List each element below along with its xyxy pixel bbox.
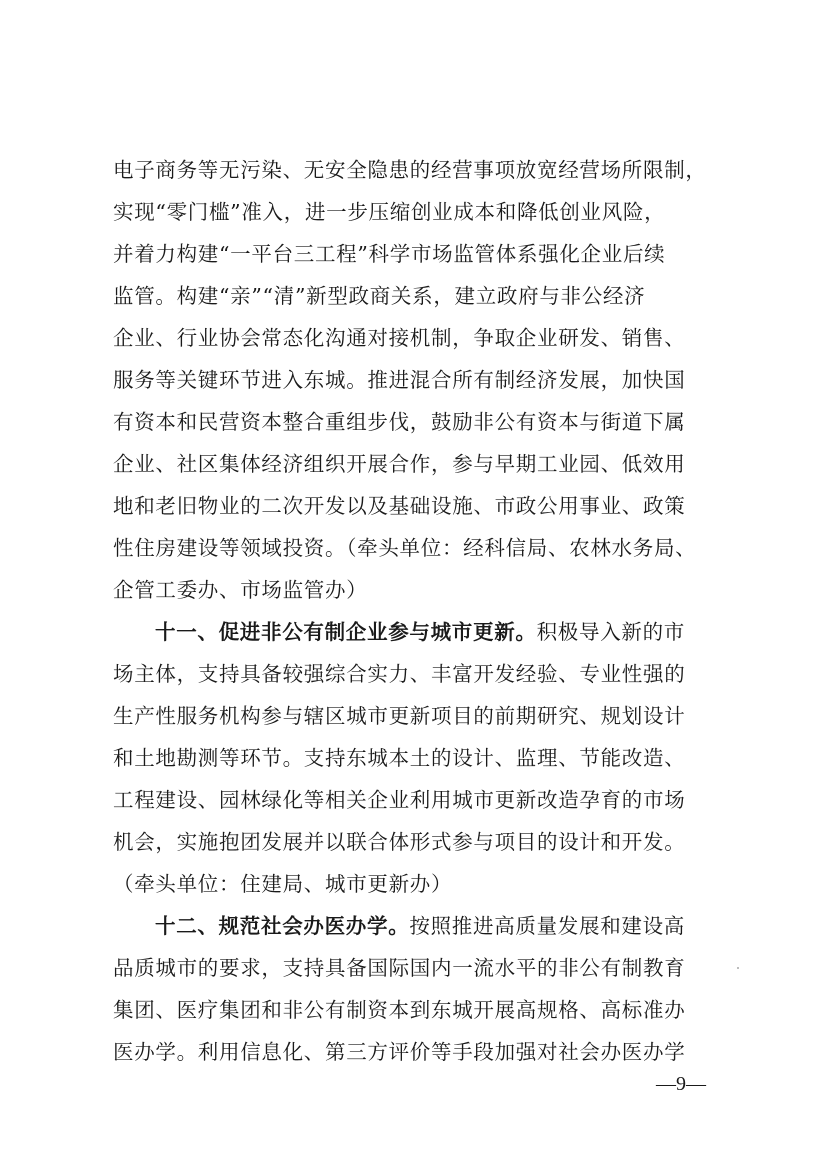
body-text-line: 场主体，支持具备较强综合实力、丰富开发经验、专业性强的 [113,662,686,686]
body-text-line: 有资本和民营资本整合重组步伐，鼓励非公有资本与街道下属 [113,410,686,434]
body-text-line: 服务等关键环节进入东城。推进混合所有制经济发展，加快国 [113,368,686,392]
body-text-line: 和土地勘测等环节。支持东城本土的设计、监理、节能改造、 [113,746,686,770]
body-text-line: 集团、医疗集团和非公有制资本到东城开展高规格、高标准办 [113,998,686,1022]
section-eleven-first-line [155,614,715,650]
section-twelve-first-line [155,908,715,944]
body-text-line: 监管。构建“亲”“清”新型政商关系，建立政府与非公经济 [113,284,646,308]
body-text-line: （牵头单位：住建局、城市更新办） [113,872,453,896]
body-text-line: 性住房建设等领域投资。（牵头单位：经科信局、农林水务局、 [113,536,697,560]
body-text-line: 实现“零门槛”准入，进一步压缩创业成本和降低创业风险， [113,200,666,224]
body-text-line: 医办学。利用信息化、第三方评价等手段加强对社会办医办学 [113,1040,686,1064]
body-text-line: 品质城市的要求，支持具备国际国内一流水平的非公有制教育 [113,956,686,980]
body-text-line: 电子商务等无污染、无安全隐患的经营事项放宽经营场所限制， [113,158,707,182]
body-text-line: 企业、行业协会常态化沟通对接机制，争取企业研发、销售、 [113,326,686,350]
scan-speck [737,967,739,969]
page-number: —9— [656,1073,706,1095]
section-heading-eleven: 十一、促进非公有制企业参与城市更新。 [155,620,537,644]
body-text-span: 积极导入新的市 [536,620,686,644]
body-text-line: 企管工委办、市场监管办） [113,578,368,602]
body-text-line: 企业、社区集体经济组织开展合作，参与早期工业园、低效用 [113,452,686,476]
section-heading-twelve: 十二、规范社会办医办学。 [155,914,410,938]
body-text-span: 按照推进高质量发展和建设高 [409,914,686,938]
body-text-line: 地和老旧物业的二次开发以及基础设施、市政公用事业、政策 [113,494,686,518]
body-text-line: 机会，实施抱团发展并以联合体形式参与项目的设计和开发。 [113,830,686,854]
body-text-line: 生产性服务机构参与辖区城市更新项目的前期研究、规划设计 [113,704,686,728]
body-text-line: 并着力构建“一平台三工程”科学市场监管体系强化企业后续 [113,242,666,266]
body-text-line: 工程建设、园林绿化等相关企业利用城市更新改造孕育的市场 [113,788,686,812]
